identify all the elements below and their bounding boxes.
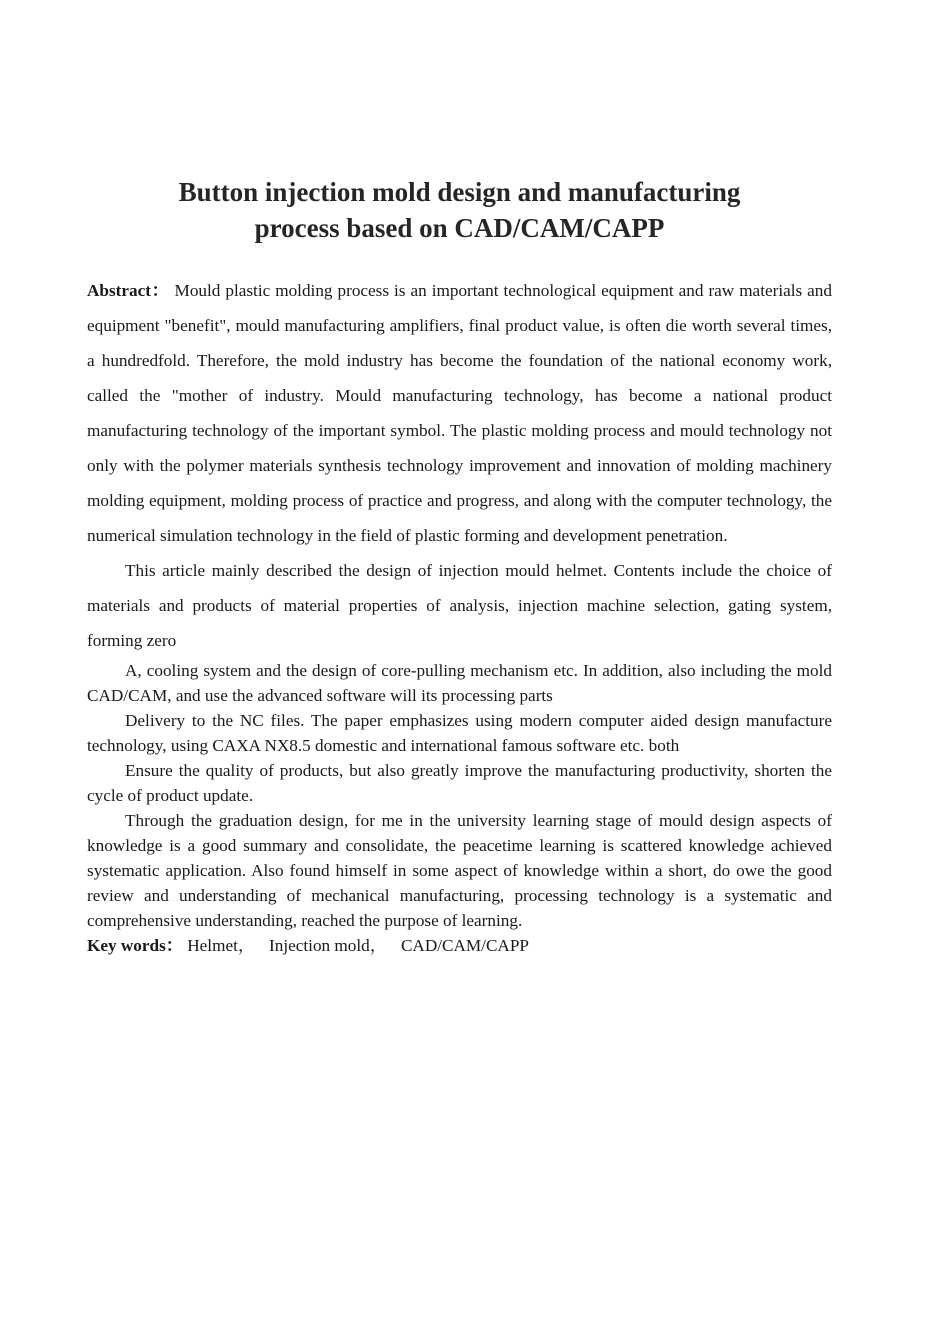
- abstract-text-1: Mould plastic molding process is an important technological equipment and raw materials and equipment "benefit", mould manufacturing amplifiers, final product value, is often die worth several times, a hundredfold. Therefore, the mold industry has become the foundation of the national economy work, called the "mother of industry. Mould manufacturing technology, has become a national product manufacturing technology of the important symbol. The plastic molding process and mould technology not only with the polymer materials synthesis technology improvement and innovation of molding machinery molding equipment, molding process of practice and progress, and along with the computer technology, the numerical simulation technology in the field of plastic forming and development penetration.: [87, 281, 832, 545]
- abstract-label: Abstract：: [87, 281, 170, 300]
- keywords-label: Key words：: [87, 936, 183, 955]
- abstract-section: [87, 273, 832, 959]
- abstract-paragraph-2: This article mainly described the design of injection mould helmet. Contents include the choice of materials and products of material properties of analysis, injection machine selection, gating system, forming zero: [87, 561, 832, 650]
- abstract-paragraph-3: A, cooling system and the design of core-pulling mechanism etc. In addition, also including the mold CAD/CAM, and use the advanced software will its processing parts: [87, 661, 832, 705]
- keyword-item: Injection mold，: [269, 936, 387, 955]
- keywords-line: [87, 933, 832, 959]
- abstract-paragraph-6: Through the graduation design, for me in the university learning stage of mould design aspects of knowledge is a good summary and consolidate, the peacetime learning is scattered knowledge achieved systematic application. Also found himself in some aspect of knowledge within a short, do owe the good review and understanding of mechanical manufacturing, processing technology is a systematic and comprehensive understanding, reached the purpose of learning.: [87, 811, 832, 930]
- abstract-paragraph-1: [87, 273, 832, 553]
- keyword-item: Helmet，: [187, 936, 256, 955]
- paper-title: [87, 174, 832, 246]
- abstract-paragraph-4: Delivery to the NC files. The paper emphasizes using modern computer aided design manufacture technology, using CAXA NX8.5 domestic and international famous software etc. both: [87, 711, 832, 755]
- title-line-2: process based on CAD/CAM/CAPP: [254, 213, 665, 243]
- abstract-paragraph-5: Ensure the quality of products, but also greatly improve the manufacturing productivity, shorten the cycle of product update.: [87, 761, 832, 805]
- keyword-item: CAD/CAM/CAPP: [400, 936, 529, 955]
- title-line-1: Button injection mold design and manufacturing: [178, 177, 741, 207]
